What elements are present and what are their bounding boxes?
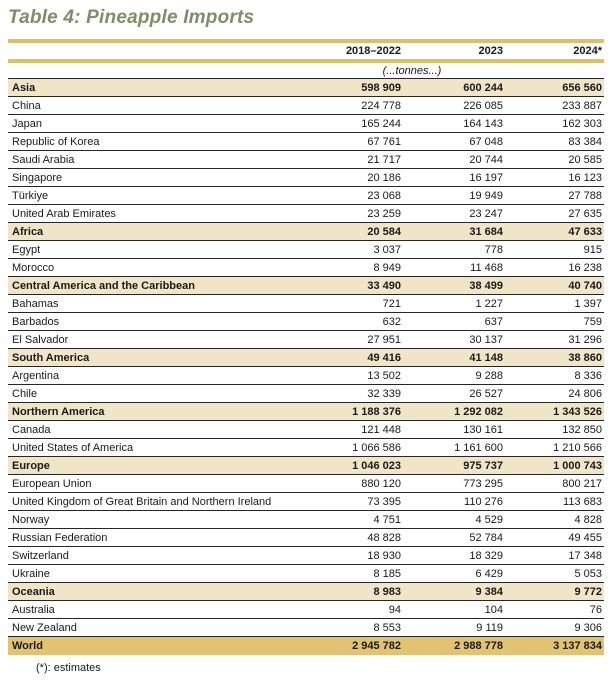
table-row <box>8 511 604 529</box>
value-cell: 38 499 <box>469 279 503 292</box>
value-cell: 6 429 <box>475 567 503 580</box>
value-cell: 3 137 834 <box>553 640 602 652</box>
value-cell: 16 197 <box>469 171 503 184</box>
value-cell: 11 468 <box>470 261 503 274</box>
value-cell: 1 188 376 <box>352 405 401 418</box>
value-cell: 24 806 <box>568 387 602 400</box>
value-cell: 1 046 023 <box>352 459 401 472</box>
table-row <box>8 133 604 151</box>
value-cell: 30 137 <box>469 333 503 346</box>
value-cell: 1 343 526 <box>553 405 602 418</box>
table-row <box>8 565 604 583</box>
value-cell: 17 348 <box>568 549 602 562</box>
value-cell: 132 850 <box>562 423 602 436</box>
row-label: Switzerland <box>12 549 69 562</box>
unit-row <box>8 63 604 79</box>
value-cell: 33 490 <box>367 279 401 292</box>
table-row <box>8 97 604 115</box>
value-cell: 880 120 <box>361 477 401 490</box>
row-label: Argentina <box>12 369 60 382</box>
row-label: Egypt <box>12 243 41 256</box>
value-cell: 9 119 <box>476 621 503 634</box>
value-cell: 121 448 <box>361 423 401 436</box>
table-row <box>8 241 604 259</box>
value-cell: 1 066 586 <box>352 441 401 454</box>
table-row <box>8 475 604 493</box>
row-label: Asia <box>12 81 36 94</box>
row-label: Türkiye <box>12 189 49 202</box>
value-cell: 20 186 <box>367 171 401 184</box>
table-row <box>8 187 604 205</box>
value-cell: 18 930 <box>367 549 401 562</box>
column-header-2018-2022: 2018–2022 <box>345 45 401 57</box>
table-row <box>8 601 604 619</box>
table-row <box>8 583 604 601</box>
value-cell: 598 909 <box>361 81 401 94</box>
table-row <box>8 547 604 565</box>
row-label: Republic of Korea <box>12 135 100 148</box>
value-cell: 8 949 <box>373 261 401 274</box>
value-cell: 83 384 <box>568 135 602 148</box>
row-label: European Union <box>12 477 92 490</box>
value-cell: 9 384 <box>475 585 503 598</box>
table-row <box>8 637 604 655</box>
value-cell: 2 988 778 <box>454 640 503 652</box>
page-title: Table 4: Pineapple Imports <box>8 7 255 28</box>
value-cell: 23 259 <box>367 207 401 220</box>
value-cell: 164 143 <box>463 117 503 130</box>
row-label: World <box>12 640 43 652</box>
table-row <box>8 169 604 187</box>
row-label: Northern America <box>12 405 105 418</box>
row-label: South America <box>12 351 90 364</box>
value-cell: 759 <box>583 315 602 328</box>
value-cell: 16 238 <box>568 261 602 274</box>
value-cell: 4 828 <box>574 513 602 526</box>
value-cell: 1 397 <box>574 297 602 310</box>
value-cell: 32 339 <box>367 387 401 400</box>
value-cell: 8 983 <box>373 585 401 598</box>
table-row <box>8 223 604 241</box>
table-row <box>8 277 604 295</box>
value-cell: 20 584 <box>367 225 401 238</box>
value-cell: 49 416 <box>367 351 401 364</box>
value-cell: 1 292 082 <box>454 405 503 418</box>
value-cell: 637 <box>484 315 503 328</box>
value-cell: 1 210 566 <box>553 441 602 454</box>
value-cell: 21 717 <box>367 153 401 166</box>
value-cell: 26 527 <box>469 387 503 400</box>
value-cell: 47 633 <box>568 225 602 238</box>
value-cell: 915 <box>583 243 602 256</box>
table-row <box>8 367 604 385</box>
value-cell: 9 288 <box>475 369 503 382</box>
table-body <box>8 79 604 655</box>
footnote: (*): estimates <box>36 662 101 674</box>
table-row <box>8 313 604 331</box>
value-cell: 49 455 <box>568 531 602 544</box>
value-cell: 773 295 <box>463 477 503 490</box>
value-cell: 778 <box>484 243 503 256</box>
value-cell: 224 778 <box>361 99 401 112</box>
value-cell: 13 502 <box>367 369 401 382</box>
row-label: El Salvador <box>12 333 69 346</box>
value-cell: 632 <box>382 315 401 328</box>
table-row <box>8 115 604 133</box>
row-label: Saudi Arabia <box>12 153 75 166</box>
value-cell: 8 336 <box>574 369 602 382</box>
value-cell: 5 053 <box>574 567 602 580</box>
value-cell: 27 951 <box>367 333 401 346</box>
row-label: Russian Federation <box>12 531 108 544</box>
value-cell: 1 161 600 <box>454 441 503 454</box>
value-cell: 67 761 <box>367 135 401 148</box>
table-row <box>8 385 604 403</box>
value-cell: 113 683 <box>563 495 602 508</box>
value-cell: 165 244 <box>361 117 401 130</box>
table-row <box>8 439 604 457</box>
table-row <box>8 457 604 475</box>
table-row <box>8 349 604 367</box>
table-row <box>8 205 604 223</box>
value-cell: 18 329 <box>469 549 503 562</box>
value-cell: 3 037 <box>373 243 401 256</box>
table-header-row <box>8 43 604 59</box>
value-cell: 19 949 <box>469 189 503 202</box>
table-row <box>8 259 604 277</box>
value-cell: 162 303 <box>562 117 602 130</box>
row-label: China <box>12 99 41 112</box>
value-cell: 975 737 <box>463 459 503 472</box>
value-cell: 31 296 <box>568 333 602 346</box>
column-header-2024: 2024* <box>573 45 602 57</box>
value-cell: 40 740 <box>568 279 602 292</box>
value-cell: 48 828 <box>367 531 401 544</box>
table-row <box>8 529 604 547</box>
value-cell: 9 772 <box>574 585 602 598</box>
value-cell: 4 751 <box>373 513 401 526</box>
value-cell: 233 887 <box>562 99 602 112</box>
value-cell: 600 244 <box>463 81 503 94</box>
value-cell: 1 227 <box>475 297 503 310</box>
table-row <box>8 79 604 97</box>
row-label: Norway <box>12 513 50 526</box>
table-row <box>8 331 604 349</box>
value-cell: 31 684 <box>469 225 503 238</box>
row-label: Morocco <box>12 261 55 274</box>
value-cell: 23 247 <box>469 207 503 220</box>
value-cell: 41 148 <box>469 351 503 364</box>
value-cell: 20 744 <box>469 153 503 166</box>
value-cell: 721 <box>382 297 401 310</box>
row-label: Australia <box>12 603 55 616</box>
table-row <box>8 151 604 169</box>
value-cell: 4 529 <box>475 513 503 526</box>
row-label: Central America and the Caribbean <box>12 279 195 292</box>
value-cell: 104 <box>484 603 503 616</box>
row-label: United Kingdom of Great Britain and Northern Ireland <box>12 495 272 508</box>
row-label: Japan <box>12 117 42 130</box>
row-label: Bahamas <box>12 297 59 310</box>
row-label: Singapore <box>12 171 63 184</box>
value-cell: 9 306 <box>574 621 602 634</box>
value-cell: 8 185 <box>373 567 401 580</box>
row-label: Ukraine <box>12 567 50 580</box>
value-cell: 76 <box>589 603 602 616</box>
value-cell: 73 395 <box>367 495 401 508</box>
value-cell: 67 048 <box>469 135 503 148</box>
value-cell: 20 585 <box>568 153 602 166</box>
value-cell: 800 217 <box>562 477 602 490</box>
table-row <box>8 421 604 439</box>
table-row <box>8 295 604 313</box>
value-cell: 27 635 <box>568 207 602 220</box>
row-label: United States of America <box>12 441 134 454</box>
value-cell: 23 068 <box>367 189 401 202</box>
value-cell: 226 085 <box>463 99 503 112</box>
row-label: Africa <box>12 225 44 238</box>
value-cell: 94 <box>388 603 401 616</box>
row-label: United Arab Emirates <box>12 207 116 220</box>
value-cell: 16 123 <box>568 171 602 184</box>
row-label: Canada <box>12 423 51 436</box>
unit-label: (...tonnes...) <box>382 64 442 77</box>
value-cell: 27 788 <box>568 189 602 202</box>
value-cell: 110 276 <box>464 495 503 508</box>
row-label: Chile <box>12 387 38 400</box>
column-header-2023: 2023 <box>478 45 503 57</box>
value-cell: 130 161 <box>463 423 503 436</box>
value-cell: 2 945 782 <box>352 640 401 652</box>
table-row <box>8 403 604 421</box>
row-label: Barbados <box>12 315 60 328</box>
row-label: Oceania <box>12 585 55 598</box>
table-row <box>8 493 604 511</box>
document-page <box>0 6 612 674</box>
row-label: Europe <box>12 459 50 472</box>
row-label: New Zealand <box>12 621 77 634</box>
pineapple-imports-table <box>8 39 604 655</box>
value-cell: 52 784 <box>469 531 503 544</box>
table-row <box>8 619 604 637</box>
value-cell: 38 860 <box>568 351 602 364</box>
value-cell: 1 000 743 <box>553 459 602 472</box>
value-cell: 8 553 <box>373 621 401 634</box>
value-cell: 656 560 <box>562 81 602 94</box>
